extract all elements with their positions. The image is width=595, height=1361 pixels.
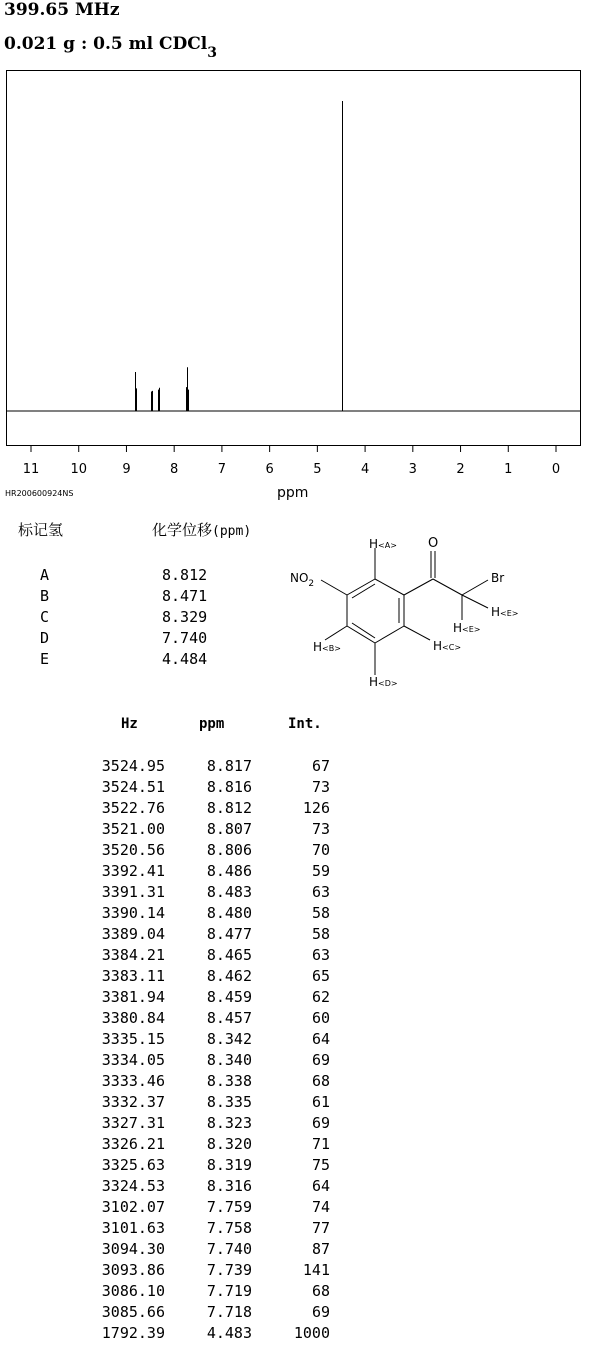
cell-hz: 3391.31 [101, 883, 165, 901]
x-axis-tick-label: 1 [504, 462, 513, 477]
hydrogen-d-label [369, 675, 398, 689]
x-axis-tick-label: 8 [170, 462, 179, 477]
bromine-label: Br [491, 571, 505, 585]
cell-hz: 3522.76 [101, 799, 165, 817]
cell-intensity: 141 [302, 1261, 330, 1279]
cell-hz: 3326.21 [101, 1135, 165, 1153]
cell-hz: 3335.15 [101, 1030, 165, 1048]
x-axis-ticks [23, 445, 560, 477]
cell-ppm: 4.483 [206, 1324, 252, 1342]
cell-ppm: 8.807 [206, 820, 252, 838]
cell-intensity: 64 [311, 1177, 330, 1195]
cell-hz: 3333.46 [101, 1072, 165, 1090]
cell-hz: 3085.66 [101, 1303, 165, 1321]
nitro-label [290, 571, 314, 589]
cell-ppm: 8.483 [206, 883, 252, 901]
sample-description [4, 34, 217, 61]
h-b-tag: <B> [322, 644, 341, 653]
shift-row [40, 565, 240, 586]
table-row [0, 756, 340, 777]
cell-intensity: 73 [311, 820, 330, 838]
cell-hz: 3524.95 [101, 757, 165, 775]
cell-ppm: 8.806 [206, 841, 252, 859]
table-row [0, 1029, 340, 1050]
chemical-shift-list [40, 565, 240, 670]
cell-ppm: 8.816 [206, 778, 252, 796]
table-row [0, 1155, 340, 1176]
cell-ppm: 7.719 [206, 1282, 252, 1300]
shift-header-shift [152, 519, 251, 540]
table-row [0, 1218, 340, 1239]
cell-hz: 1792.39 [101, 1324, 165, 1342]
shift-label: B [40, 587, 50, 605]
cell-ppm: 7.739 [206, 1261, 252, 1279]
hydrogen-c-label [433, 639, 461, 653]
cell-hz: 3392.41 [101, 862, 165, 880]
shift-header-text: 化学位移 [152, 521, 213, 539]
table-row [0, 1176, 340, 1197]
cell-ppm: 8.465 [206, 946, 252, 964]
cell-intensity: 73 [311, 778, 330, 796]
cell-intensity: 64 [311, 1030, 330, 1048]
cell-intensity: 58 [311, 904, 330, 922]
x-axis-tick-label: 5 [313, 462, 322, 477]
spectrometer-frequency: 399.65 MHz [4, 0, 120, 20]
cell-intensity: 68 [311, 1282, 330, 1300]
table-row [0, 1302, 340, 1323]
cell-intensity: 69 [311, 1303, 330, 1321]
x-axis-tick-label: 3 [408, 462, 417, 477]
shift-header-unit: (ppm) [212, 524, 252, 539]
cell-hz: 3086.10 [101, 1282, 165, 1300]
cell-intensity: 68 [311, 1072, 330, 1090]
no2-symbol: NO [290, 571, 309, 585]
x-axis-tick-label: 6 [265, 462, 274, 477]
h-e2-symbol: H [453, 621, 463, 635]
oxygen-label: O [428, 536, 439, 551]
cell-ppm: 7.758 [206, 1219, 252, 1237]
x-axis-tick-label: 11 [22, 462, 40, 477]
cell-intensity: 65 [311, 967, 330, 985]
table-row [0, 924, 340, 945]
shift-value: 8.471 [162, 587, 208, 605]
sample-text: 0.021 g : 0.5 ml CDCl [4, 34, 208, 54]
table-row [0, 903, 340, 924]
table-row [0, 987, 340, 1008]
cell-ppm: 8.486 [206, 862, 252, 880]
cell-ppm: 8.319 [206, 1156, 252, 1174]
cell-ppm: 8.320 [206, 1135, 252, 1153]
shift-header-label: 标记氢 [18, 521, 64, 539]
cell-hz: 3524.51 [101, 778, 165, 796]
h-d-tag: <D> [378, 679, 398, 688]
cell-intensity: 61 [311, 1093, 330, 1111]
cell-hz: 3383.11 [101, 967, 165, 985]
molecule-structure [285, 530, 525, 690]
cell-intensity: 70 [311, 841, 330, 859]
shift-label: A [40, 566, 50, 584]
table-row [0, 840, 340, 861]
h-e2-tag: <E> [462, 625, 481, 634]
cell-ppm: 7.740 [206, 1240, 252, 1258]
nmr-spectrum-chart [0, 66, 595, 486]
spectrum-code: HR200600924NS [5, 489, 74, 498]
x-axis-tick-label: 4 [360, 462, 370, 477]
column-header-hz: Hz [121, 716, 138, 732]
cell-intensity: 59 [311, 862, 330, 880]
cell-ppm: 7.759 [206, 1198, 252, 1216]
cell-hz: 3102.07 [101, 1198, 165, 1216]
cell-intensity: 126 [302, 799, 330, 817]
table-row [0, 945, 340, 966]
cell-ppm: 8.338 [206, 1072, 252, 1090]
cell-hz: 3380.84 [101, 1009, 165, 1027]
cell-ppm: 8.817 [206, 757, 252, 775]
cell-intensity: 67 [311, 757, 330, 775]
cell-intensity: 58 [311, 925, 330, 943]
cell-hz: 3389.04 [101, 925, 165, 943]
table-row [0, 798, 340, 819]
h-a-tag: <A> [378, 541, 397, 550]
table-row [0, 1281, 340, 1302]
table-row [0, 1197, 340, 1218]
plot-frame [7, 71, 581, 446]
cell-intensity: 74 [311, 1198, 330, 1216]
shift-row [40, 649, 240, 670]
shift-value: 8.812 [162, 566, 208, 584]
cell-hz: 3324.53 [101, 1177, 165, 1195]
h-e1-tag: <E> [500, 609, 519, 618]
cell-intensity: 60 [311, 1009, 330, 1027]
cell-ppm: 8.462 [206, 967, 252, 985]
table-row [0, 1239, 340, 1260]
shift-label: E [40, 650, 50, 668]
cell-intensity: 1000 [293, 1324, 330, 1342]
h-b-symbol: H [313, 640, 323, 654]
cell-ppm: 8.480 [206, 904, 252, 922]
cell-ppm: 8.335 [206, 1093, 252, 1111]
cell-hz: 3521.00 [101, 820, 165, 838]
cell-ppm: 8.459 [206, 988, 252, 1006]
cell-hz: 3093.86 [101, 1261, 165, 1279]
x-axis-tick-label: 0 [551, 462, 561, 477]
cell-ppm: 8.340 [206, 1051, 252, 1069]
cell-hz: 3334.05 [101, 1051, 165, 1069]
table-row [0, 1323, 340, 1344]
x-axis-tick-label: 10 [70, 462, 88, 477]
x-axis-tick-label: 7 [217, 462, 227, 477]
cell-intensity: 69 [311, 1051, 330, 1069]
table-row [0, 861, 340, 882]
table-row [0, 882, 340, 903]
cell-hz: 3101.63 [101, 1219, 165, 1237]
cell-intensity: 77 [311, 1219, 330, 1237]
cell-intensity: 71 [311, 1135, 330, 1153]
cell-hz: 3390.14 [101, 904, 165, 922]
cell-ppm: 8.316 [206, 1177, 252, 1195]
table-row [0, 1071, 340, 1092]
shift-row [40, 607, 240, 628]
column-header-int: Int. [288, 716, 322, 732]
table-row [0, 1134, 340, 1155]
hydrogen-e2-label [453, 621, 481, 635]
cell-ppm: 7.718 [206, 1303, 252, 1321]
cell-intensity: 69 [311, 1114, 330, 1132]
table-row [0, 1260, 340, 1281]
cell-hz: 3520.56 [101, 841, 165, 859]
cell-ppm: 8.342 [206, 1030, 252, 1048]
table-row [0, 1113, 340, 1134]
cell-hz: 3381.94 [101, 988, 165, 1006]
hydrogen-a-label [369, 537, 397, 551]
table-row [0, 1050, 340, 1071]
h-d-symbol: H [369, 675, 379, 689]
table-row [0, 1008, 340, 1029]
no2-subscript: 2 [308, 579, 315, 589]
table-row [0, 966, 340, 987]
structure-bonds [321, 548, 488, 675]
x-axis-tick-label: 9 [122, 462, 131, 477]
cell-ppm: 8.457 [206, 1009, 252, 1027]
cell-hz: 3332.37 [101, 1093, 165, 1111]
cell-ppm: 8.812 [206, 799, 252, 817]
table-row [0, 777, 340, 798]
cell-intensity: 75 [311, 1156, 330, 1174]
spectrum-peaks [136, 101, 343, 411]
shift-row [40, 628, 240, 649]
cell-hz: 3094.30 [101, 1240, 165, 1258]
x-axis-label: ppm [277, 485, 309, 501]
cell-hz: 3325.63 [101, 1156, 165, 1174]
x-axis-tick-label: 2 [456, 462, 465, 477]
table-row [0, 819, 340, 840]
shift-value: 4.484 [162, 650, 208, 668]
shift-label: C [40, 608, 50, 626]
cell-hz: 3327.31 [101, 1114, 165, 1132]
shift-value: 7.740 [162, 629, 208, 647]
table-row [0, 1092, 340, 1113]
peak-table [0, 756, 340, 1344]
cell-ppm: 8.477 [206, 925, 252, 943]
hydrogen-e1-label [491, 605, 519, 619]
cell-ppm: 8.323 [206, 1114, 252, 1132]
column-header-ppm: ppm [199, 716, 225, 732]
cell-intensity: 62 [311, 988, 330, 1006]
shift-row [40, 586, 240, 607]
hydrogen-b-label [313, 640, 341, 654]
cell-intensity: 63 [311, 883, 330, 901]
h-c-symbol: H [433, 639, 443, 653]
h-c-tag: <C> [442, 643, 462, 652]
h-a-symbol: H [369, 537, 379, 551]
h-e1-symbol: H [491, 605, 501, 619]
cell-hz: 3384.21 [101, 946, 165, 964]
shift-value: 8.329 [162, 608, 208, 626]
cell-intensity: 87 [311, 1240, 330, 1258]
sample-subscript: 3 [207, 45, 218, 61]
shift-label: D [40, 629, 50, 647]
cell-intensity: 63 [311, 946, 330, 964]
